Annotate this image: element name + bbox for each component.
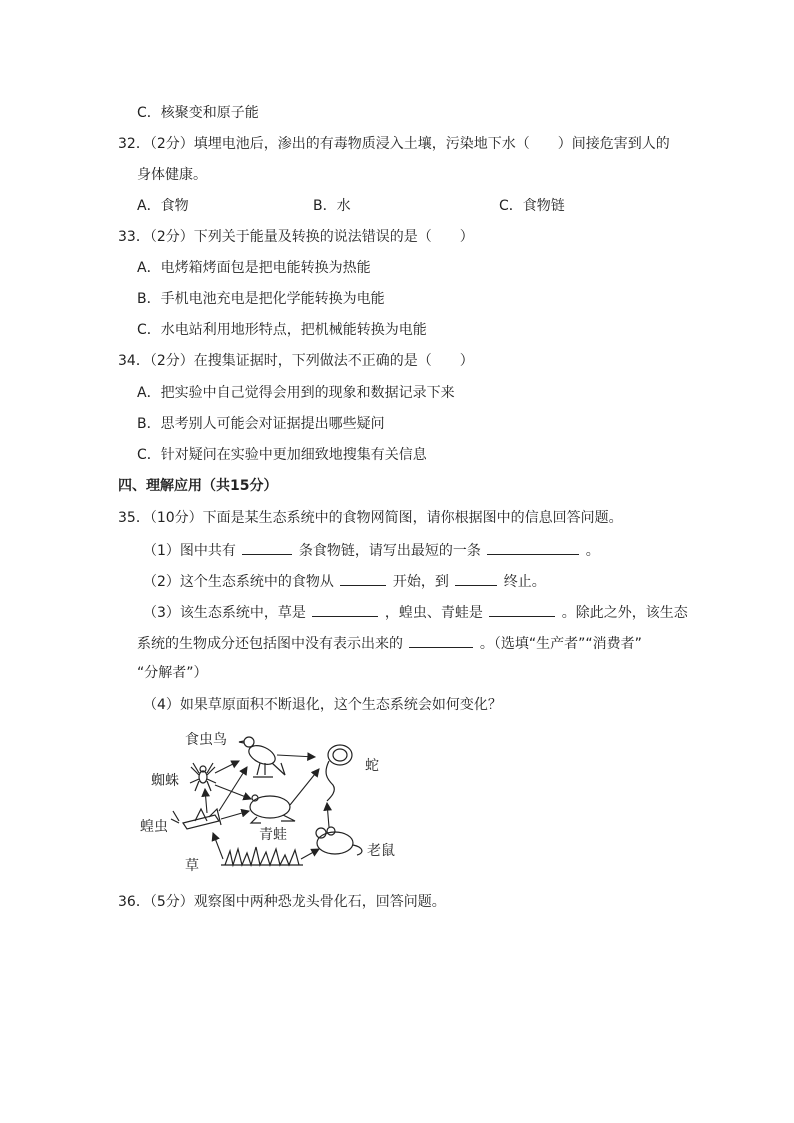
grass-icon (221, 847, 303, 865)
snake-icon (326, 745, 352, 801)
label-snake: 蛇 (365, 758, 379, 774)
q35-part-3-line-3: “分解者”） (137, 665, 208, 681)
q35-part-3-line-1 (143, 601, 688, 621)
q35-p2-text-c: 终止。 (503, 574, 546, 590)
q35-part-2 (143, 570, 546, 590)
q35-p1-text-c: 。 (585, 543, 600, 559)
q33-option-b: B．手机电池充电是把化学能转换为电能 (137, 291, 385, 307)
q33-option-c: C．水电站利用地形特点，把机械能转换为电能 (137, 322, 427, 338)
arrow-grass-to-locust (213, 833, 223, 859)
q35-p1-text-a: （1）图中共有 (143, 543, 236, 559)
q36-stem: 36．（5分）观察图中两种恐龙头骨化石，回答问题。 (118, 894, 446, 910)
q35-p2-text-b: 开始，到 (392, 574, 449, 590)
q32-option-a: A．食物 (137, 198, 189, 214)
q35-p3-blank-consumers[interactable] (489, 601, 555, 617)
q33-stem: 33．（2分）下列关于能量及转换的说法错误的是（ ） (118, 229, 474, 245)
label-locust: 蝗虫 (140, 819, 168, 835)
q35-p3-text-c: 。除此之外，该生态 (561, 605, 688, 621)
q35-p3-text-a: （3）该生态系统中，草是 (143, 605, 306, 621)
q31-option-c: C．核聚变和原子能 (137, 105, 259, 121)
q35-p1-blank-chain[interactable] (487, 539, 579, 555)
q35-p3-text-b: ，蝗虫、青蛙是 (384, 605, 483, 621)
label-bird: 食虫鸟 (185, 732, 227, 748)
q34-stem: 34．（2分）在搜集证据时，下列做法不正确的是（ ） (118, 353, 474, 369)
label-mouse: 老鼠 (367, 843, 395, 859)
q32-stem-line-2: 身体健康。 (137, 167, 207, 183)
arrow-grass-to-mouse (301, 849, 319, 859)
q35-part-3-line-2 (137, 632, 642, 652)
arrow-mouse-to-snake (327, 803, 329, 827)
q34-option-c: C．针对疑问在实验中更加细致地搜集有关信息 (137, 447, 427, 463)
mouse-icon (316, 827, 362, 855)
arrow-locust-to-spider (205, 789, 207, 813)
q35-part-1 (143, 539, 600, 559)
q35-stem: 35．（10分）下面是某生态系统中的食物网简图，请你根据图中的信息回答问题。 (118, 510, 623, 526)
q35-p2-blank-end[interactable] (455, 570, 497, 586)
q35-p2-text-a: （2）这个生态系统中的食物从 (143, 574, 334, 590)
arrow-locust-to-bird (219, 767, 247, 811)
q32-option-b: B．水 (313, 198, 351, 214)
q35-p2-blank-start[interactable] (340, 570, 386, 586)
label-grass: 草 (185, 858, 199, 874)
q35-part-4: （4）如果草原面积不断退化，这个生态系统会如何变化？ (143, 697, 502, 713)
frog-icon (250, 795, 295, 823)
q33-option-a: A．电烤箱烤面包是把电能转换为热能 (137, 260, 371, 276)
q35-p1-text-b: 条食物链，请写出最短的一条 (298, 543, 481, 559)
arrow-bird-to-snake (277, 755, 315, 757)
q35-p3-text-d: 系统的生物成分还包括图中没有表示出来的 (137, 636, 403, 652)
q35-p3-blank-other[interactable] (409, 632, 473, 648)
food-web-drawing (135, 725, 385, 875)
bird-icon (239, 737, 285, 777)
q35-p3-text-e: 。（选填“生产者”“消费者” (479, 636, 642, 652)
q32-option-c: C．食物链 (499, 198, 565, 214)
spider-icon (190, 763, 216, 791)
arrow-locust-to-frog (221, 811, 249, 819)
q32-stem-line-1: 32．（2分）填埋电池后，渗出的有毒物质浸入土壤，污染地下水（ ）间接危害到人的 (118, 136, 670, 152)
q34-option-a: A．把实验中自己觉得会用到的现象和数据记录下来 (137, 385, 455, 401)
q35-p1-blank-count[interactable] (242, 539, 292, 555)
arrow-spider-to-bird (215, 761, 239, 773)
q35-p3-blank-grass[interactable] (312, 601, 378, 617)
label-spider: 蜘蛛 (151, 773, 179, 789)
label-frog: 青蛙 (259, 827, 287, 843)
arrow-spider-to-frog (215, 785, 251, 799)
arrow-frog-to-snake (290, 769, 319, 805)
section-title: 四、理解应用（共15分） (118, 478, 278, 494)
q34-option-b: B．思考别人可能会对证据提出哪些疑问 (137, 416, 385, 432)
locust-icon (171, 809, 221, 829)
